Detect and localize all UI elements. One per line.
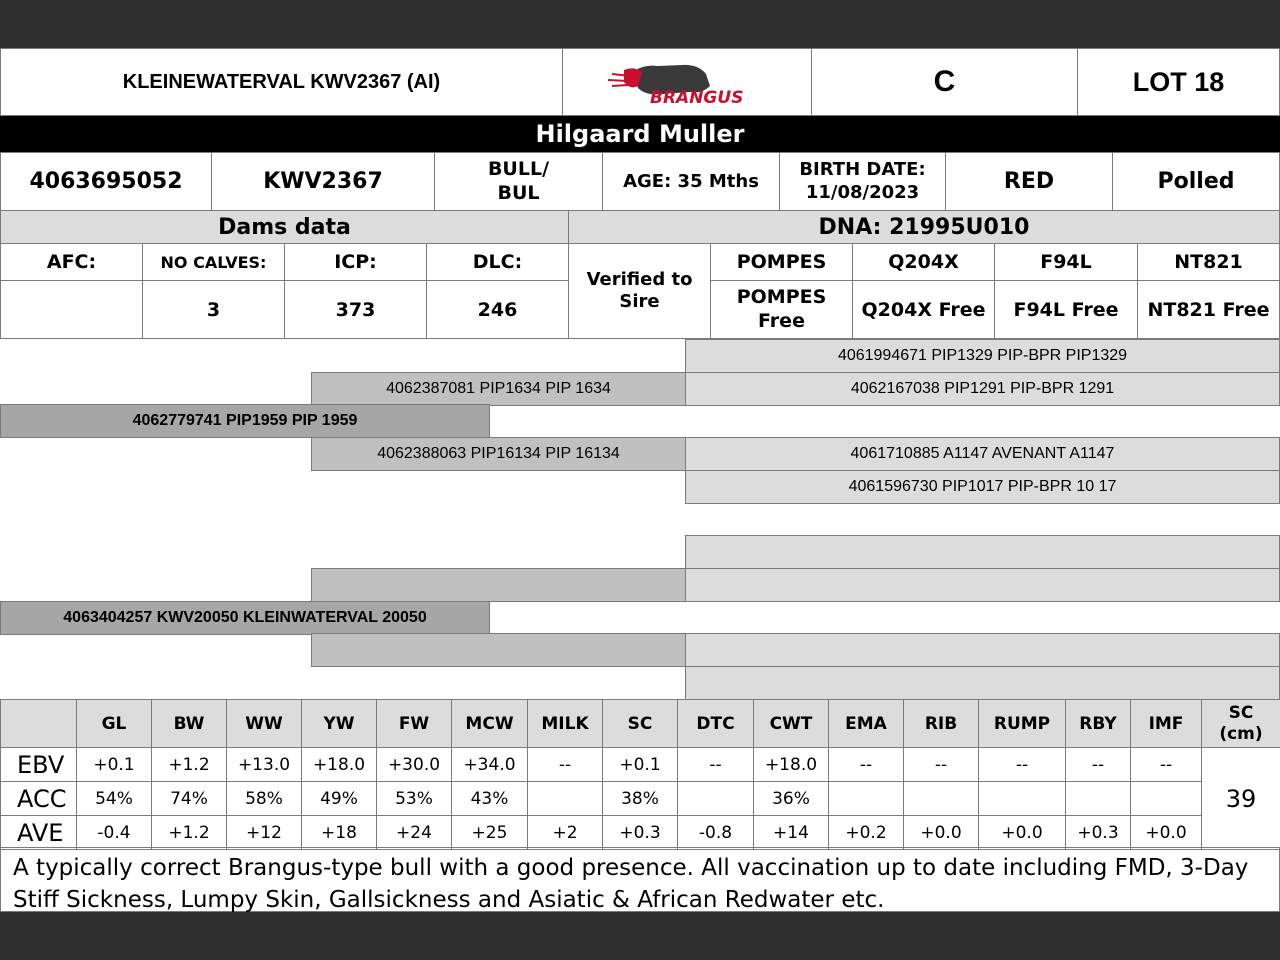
dna-result-f94l: F94L Free <box>994 280 1138 339</box>
pedigree-dds <box>685 633 1280 667</box>
ebv-cell-ave-ww: +12 <box>226 815 302 850</box>
ebv-cell-ebv-rib: -- <box>903 747 979 782</box>
pedigree-ssd: 4062167038 PIP1291 PIP-BPR 1291 <box>685 372 1280 406</box>
ebv-corner <box>0 699 77 748</box>
dna-result-q204x: Q204X Free <box>852 280 995 339</box>
dna-title: DNA: 21995U010 <box>568 210 1280 244</box>
calves-label: NO CALVES: <box>142 243 285 281</box>
age: AGE: 35 Mths <box>602 152 780 211</box>
colour: RED <box>945 152 1113 211</box>
ebv-cell-acc-ww: 58% <box>226 781 302 816</box>
ebv-cell-acc-mcw: 43% <box>451 781 528 816</box>
breeder-bar <box>0 116 1280 152</box>
verified-to-sire <box>568 243 711 339</box>
ebv-row-label-ave: AVE <box>0 815 77 850</box>
pedigree-sire-dam: 4062388063 PIP16134 PIP 16134 <box>311 437 686 471</box>
ebv-header-sc-cm <box>1201 699 1280 748</box>
sc-header-line2: (cm) <box>1219 723 1263 744</box>
ebv-cell-ave-rib: +0.0 <box>903 815 979 850</box>
ebv-header-imf: IMF <box>1130 699 1202 748</box>
ebv-cell-acc-yw: 49% <box>301 781 377 816</box>
ebv-cell-ebv-mcw: +34.0 <box>451 747 528 782</box>
bull-logo-icon <box>602 56 772 108</box>
sex-line2: BUL <box>497 181 540 204</box>
dna-test-pompes: POMPES <box>710 243 853 281</box>
pedigree-sds: 4061710885 A1147 AVENANT A1147 <box>685 437 1280 471</box>
ebv-cell-ave-bw: +1.2 <box>151 815 227 850</box>
ebv-cell-acc-fw: 53% <box>376 781 452 816</box>
dna-result-nt821: NT821 Free <box>1137 280 1280 339</box>
pompes-result-line1: POMPES <box>736 285 827 308</box>
brangus-logo <box>562 48 812 116</box>
description: A typically correct Brangus-type bull with a good presence. All vaccination up to date including FMD, 3-Day Stiff Sickness, Lumpy Skin, Gallsickness and Asiatic & African Redwater etc. <box>0 847 1280 912</box>
ebv-header-yw: YW <box>301 699 377 748</box>
ebv-cell-acc-milk <box>527 781 603 816</box>
ebv-cell-ave-gl: -0.4 <box>76 815 152 850</box>
ebv-cell-acc-gl: 54% <box>76 781 152 816</box>
sex-line1: BULL/ <box>487 157 550 180</box>
ebv-cell-ebv-gl: +0.1 <box>76 747 152 782</box>
ebv-header-cwt: CWT <box>753 699 829 748</box>
lot-card <box>0 48 1280 912</box>
pedigree-dam-sire <box>311 568 686 602</box>
birth-date <box>779 152 946 211</box>
ebv-header-dtc: DTC <box>677 699 754 748</box>
ebv-row-label-acc: ACC <box>0 781 77 816</box>
verified-line1: Verified to <box>586 268 693 290</box>
dna-test-nt821: NT821 <box>1137 243 1280 281</box>
afc-label: AFC: <box>0 243 143 281</box>
animal-code: KWV2367 <box>211 152 435 211</box>
ebv-cell-ave-imf: +0.0 <box>1130 815 1202 850</box>
dams-data-title: Dams data <box>0 210 569 244</box>
ebv-header-sc: SC <box>602 699 678 748</box>
pedigree-sss: 4061994671 PIP1329 PIP-BPR PIP1329 <box>685 339 1280 373</box>
pedigree-ddd <box>685 666 1280 700</box>
ebv-cell-acc-rby <box>1065 781 1131 816</box>
ebv-cell-ebv-yw: +18.0 <box>301 747 377 782</box>
pedigree-sire-sire: 4062387081 PIP1634 PIP 1634 <box>311 372 686 406</box>
ebv-header-gl: GL <box>76 699 152 748</box>
ebv-header-fw: FW <box>376 699 452 748</box>
ebv-header-rby: RBY <box>1065 699 1131 748</box>
afc-value <box>0 280 143 339</box>
pedigree-dam-dam <box>311 633 686 667</box>
ebv-cell-ave-rby: +0.3 <box>1065 815 1131 850</box>
pedigree-sire: 4062779741 PIP1959 PIP 1959 <box>0 404 490 438</box>
ebv-header-milk: MILK <box>527 699 603 748</box>
ebv-cell-ebv-milk: -- <box>527 747 603 782</box>
ebv-cell-acc-sc: 38% <box>602 781 678 816</box>
birth-date-label: BIRTH DATE: <box>799 159 926 180</box>
svg-text:BRANGUS: BRANGUS <box>650 88 744 108</box>
ebv-cell-acc-rib <box>903 781 979 816</box>
ebv-cell-acc-dtc <box>677 781 754 816</box>
dlc-label: DLC: <box>426 243 569 281</box>
ebv-cell-acc-cwt: 36% <box>753 781 829 816</box>
sex <box>434 152 603 211</box>
ebv-header-ww: WW <box>226 699 302 748</box>
ebv-header-bw: BW <box>151 699 227 748</box>
ebv-cell-ave-fw: +24 <box>376 815 452 850</box>
lot-number: LOT 18 <box>1077 48 1280 116</box>
animal-id: 4063695052 <box>0 152 212 211</box>
ebv-cell-ebv-dtc: -- <box>677 747 754 782</box>
ebv-cell-ave-sc: +0.3 <box>602 815 678 850</box>
ebv-cell-ebv-fw: +30.0 <box>376 747 452 782</box>
ebv-cell-ebv-ema: -- <box>828 747 904 782</box>
ebv-cell-ebv-bw: +1.2 <box>151 747 227 782</box>
sc-header-line1: SC <box>1228 703 1254 724</box>
ebv-cell-acc-bw: 74% <box>151 781 227 816</box>
pompes-result-line2: Free <box>758 309 805 332</box>
ebv-cell-ave-dtc: -0.8 <box>677 815 754 850</box>
ebv-cell-acc-imf <box>1130 781 1202 816</box>
ebv-sc-value: 39 <box>1201 747 1280 850</box>
ebv-cell-acc-rump <box>978 781 1066 816</box>
ebv-cell-ebv-rby: -- <box>1065 747 1131 782</box>
icp-label: ICP: <box>284 243 427 281</box>
ebv-cell-ebv-rump: -- <box>978 747 1066 782</box>
dna-test-q204x: Q204X <box>852 243 995 281</box>
ebv-header-mcw: MCW <box>451 699 528 748</box>
pedigree-dss <box>685 535 1280 569</box>
ebv-header-rib: RIB <box>903 699 979 748</box>
ebv-cell-ebv-cwt: +18.0 <box>753 747 829 782</box>
ebv-table <box>0 699 1280 849</box>
icp-value: 373 <box>284 280 427 339</box>
pedigree-sdd: 4061596730 PIP1017 PIP-BPR 10 17 <box>685 470 1280 504</box>
ebv-cell-ave-cwt: +14 <box>753 815 829 850</box>
ebv-cell-ave-yw: +18 <box>301 815 377 850</box>
pedigree-dam: 4063404257 KWV20050 KLEINWATERVAL 20050 <box>0 601 490 635</box>
ebv-header-rump: RUMP <box>978 699 1066 748</box>
ebv-cell-ebv-imf: -- <box>1130 747 1202 782</box>
ebv-cell-acc-ema <box>828 781 904 816</box>
grade: C <box>811 48 1078 116</box>
dna-test-f94l: F94L <box>994 243 1138 281</box>
birth-date-value: 11/08/2023 <box>805 181 920 203</box>
animal-name: KLEINEWATERVAL KWV2367 (AI) <box>0 48 563 116</box>
ebv-cell-ebv-sc: +0.1 <box>602 747 678 782</box>
dlc-value: 246 <box>426 280 569 339</box>
ebv-cell-ebv-ww: +13.0 <box>226 747 302 782</box>
breeder-name: Hilgaard Muller <box>535 120 745 148</box>
horn-status: Polled <box>1112 152 1280 211</box>
dna-result-pompes <box>710 280 853 339</box>
ebv-cell-ave-mcw: +25 <box>451 815 528 850</box>
pedigree-dsd <box>685 568 1280 602</box>
ebv-cell-ave-ema: +0.2 <box>828 815 904 850</box>
ebv-row-label-ebv: EBV <box>0 747 77 782</box>
ebv-header-ema: EMA <box>828 699 904 748</box>
ebv-cell-ave-milk: +2 <box>527 815 603 850</box>
ebv-cell-ave-rump: +0.0 <box>978 815 1066 850</box>
verified-line2: Sire <box>619 291 660 312</box>
calves-value: 3 <box>142 280 285 339</box>
